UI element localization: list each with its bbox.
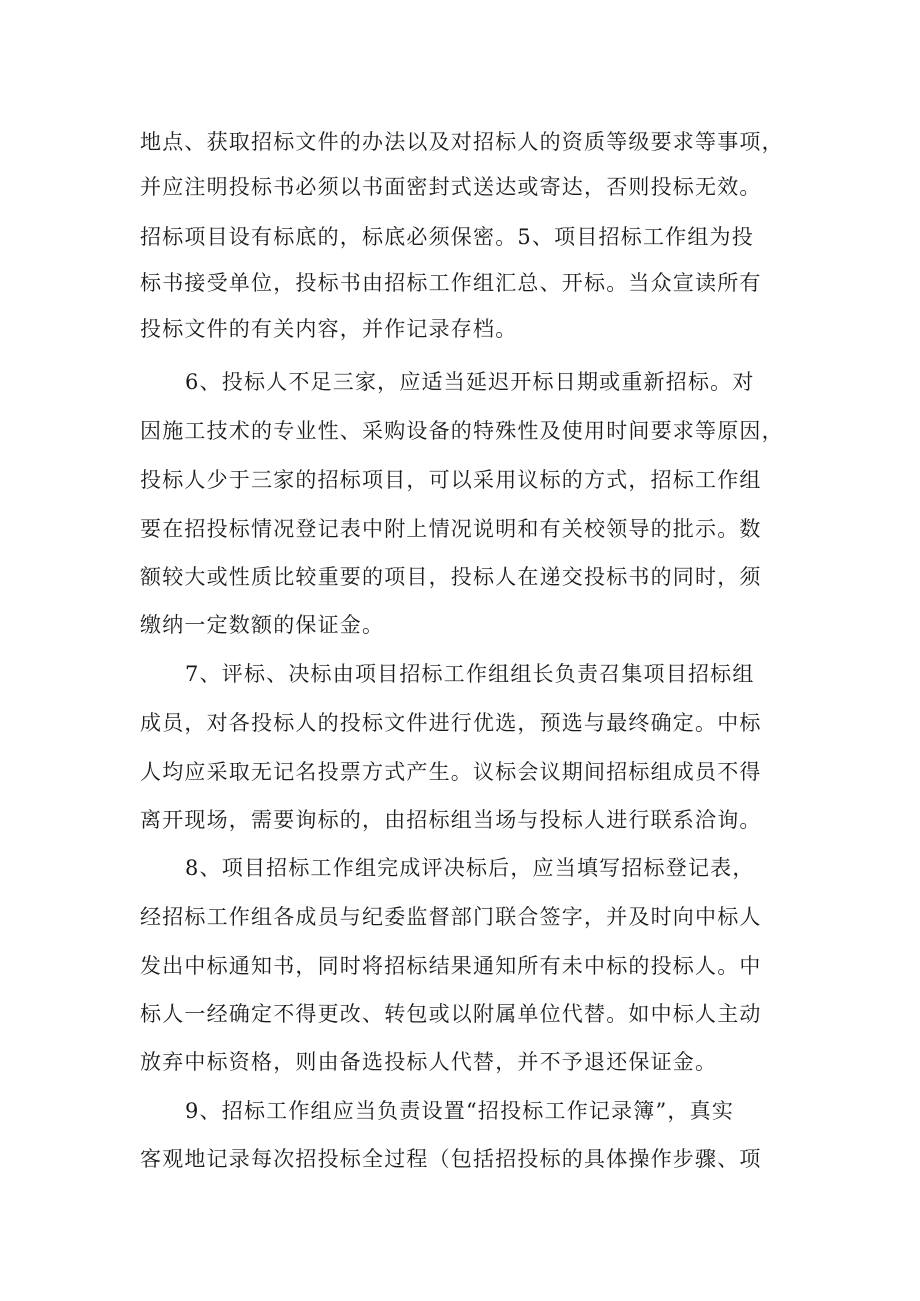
text-line: 投标文件的有关内容，并作记录存档。 [140,317,518,341]
text-line: 投标人少于三家的招标项目，可以采用议标的方式，招标工作组 [140,468,762,492]
text-line: 人均应采取无记名投票方式产生。议标会议期间招标组成员不得 [140,760,762,784]
text-line: 离开现场，需要询标的，由招标组当场与投标人进行联系洽询。 [140,808,762,832]
text-line: 额较大或性质比较重要的项目，投标人在递交投标书的同时，须 [140,565,762,589]
text-line: 因施工技术的专业性、采购设备的特殊性及使用时间要求等原因， [140,419,784,443]
text-line: 发出中标通知书，同时将招标结果通知所有未中标的投标人。中 [140,954,762,978]
text-line: 招标项目设有标底的，标底必须保密。5、项目招标工作组为投 [140,225,754,249]
paragraph-start-line: 7、评标、决标由项目招标工作组组长负责召集项目招标组 [185,662,755,686]
paragraph-start-line: 9、招标工作组应当负责设置“招投标工作记录簿”，真实 [185,1099,735,1123]
text-line: 缴纳一定数额的保证金。 [140,613,385,637]
text-line: 经招标工作组各成员与纪委监督部门联合签字，并及时向中标人 [140,905,762,929]
text-line: 要在招投标情况登记表中附上情况说明和有关校领导的批示。数 [140,517,762,541]
text-line: 标书接受单位，投标书由招标工作组汇总、开标。当众宣读所有 [140,271,762,295]
text-line: 并应注明投标书必须以书面密封式送达或寄达，否则投标无效。 [140,175,762,199]
text-line: 客观地记录每次招投标全过程（包括招投标的具体操作步骤、项 [140,1147,762,1171]
text-line: 标人一经确定不得更改、转包或以附属单位代替。如中标人主动 [140,1002,762,1026]
text-line: 放弃中标资格，则由备选投标人代替，并不予退还保证金。 [140,1050,718,1074]
paragraph-start-line: 8、项目招标工作组完成评决标后，应当填写招标登记表， [185,856,755,880]
text-line: 成员，对各投标人的投标文件进行优选，预选与最终确定。中标 [140,711,762,735]
text-line: 地点、获取招标文件的办法以及对招标人的资质等级要求等事项， [140,130,784,154]
paragraph-start-line: 6、投标人不足三家，应适当延迟开标日期或重新招标。对 [185,370,755,394]
